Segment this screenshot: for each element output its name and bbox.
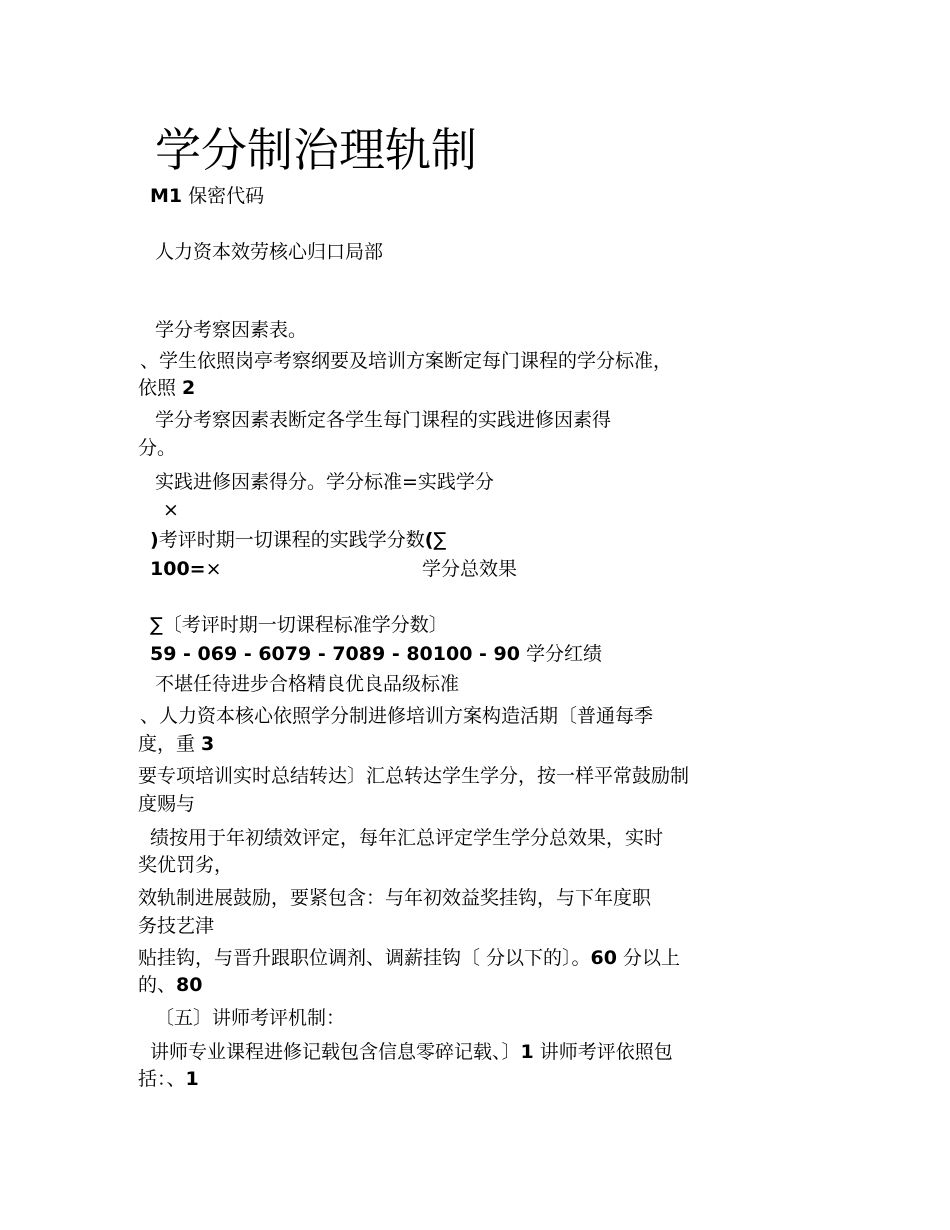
security-code-line xyxy=(150,184,264,208)
paragraph-line xyxy=(138,973,202,997)
line-bold: 59 - 069 - 6079 - 7089 - 80100 - 90 xyxy=(150,643,520,665)
paragraph-line: 学分考察因素表。 xyxy=(155,319,308,341)
line-text: 贴挂钩，与晋升跟职位调剂、调薪挂钩〔 分以下的〕。 xyxy=(138,947,591,969)
line-text: 考评时期一切课程的实践学分数 xyxy=(158,529,425,551)
paragraph-line xyxy=(150,1040,673,1064)
department-line: 人力资本效劳核心归口局部 xyxy=(155,241,384,263)
paragraph-line xyxy=(150,528,446,552)
paragraph-line xyxy=(138,946,680,970)
paragraph-line: 、学生依照岗亭考察纲要及培训方案断定每门课程的学分标准， xyxy=(140,350,673,372)
line-text: 的、 xyxy=(138,974,177,996)
line-bold: 80 xyxy=(176,974,203,996)
paragraph-line xyxy=(138,1067,199,1091)
paragraph-line xyxy=(150,557,222,581)
line-text: 依照 xyxy=(138,377,183,399)
paragraph-line xyxy=(138,376,195,400)
paragraph-line: 奖优罚劣， xyxy=(138,854,234,876)
line-text: 括：、 xyxy=(138,1068,186,1090)
line-bold: ( xyxy=(424,529,434,551)
paragraph-line: 效轨制进展鼓励，要紧包含：与年初效益奖挂钩，与下年度职 xyxy=(138,887,652,909)
line-bold: 60 xyxy=(590,947,617,969)
line-bold: 3 xyxy=(201,733,215,755)
line-text: 讲师专业课程进修记载包含信息零碎记载、〕 xyxy=(150,1041,521,1063)
line-bold: 2 xyxy=(182,377,196,399)
grade-ranges-line xyxy=(150,642,602,666)
section-heading: 〔五〕讲师考评机制： xyxy=(155,1007,346,1029)
line-bold: 100= xyxy=(150,558,206,580)
line-text: 度，重 xyxy=(138,733,202,755)
paragraph-line: 、人力资本核心依照学分制进修培训方案构造活期〔普通每季 xyxy=(140,705,654,727)
line-text: 讲师考评依照包 xyxy=(533,1041,673,1063)
line-text: × xyxy=(205,558,222,580)
line-bold: ) xyxy=(150,529,159,551)
paragraph-line: 学分总效果 xyxy=(422,558,518,580)
paragraph-line: 要专项培训实时总结转达〕汇总转达学生学分，按一样平常鼓励制 xyxy=(138,765,690,787)
line-bold: 1 xyxy=(185,1068,199,1090)
paragraph-line: 不堪任待进步合格精良优良品级标准 xyxy=(155,673,460,695)
line-text: 分以上 xyxy=(617,947,681,969)
paragraph-line: 度赐与 xyxy=(138,793,196,815)
line-bold: 1 xyxy=(520,1041,534,1063)
code-bold: M1 xyxy=(150,185,183,207)
paragraph-line: ∑〔考评时期一切课程标准学分数〕 xyxy=(150,614,448,636)
paragraph-line: 学分考察因素表断定各学生每门课程的实践进修因素得 xyxy=(155,409,612,431)
paragraph-line: × xyxy=(163,499,179,521)
line-text: ∑ xyxy=(433,529,447,551)
paragraph-line: 分。 xyxy=(138,437,177,459)
paragraph-line xyxy=(138,732,214,756)
code-text: 保密代码 xyxy=(182,185,265,207)
doc-title: 学分制治理轨制 xyxy=(155,123,477,177)
line-text: 学分红绩 xyxy=(519,643,603,665)
paragraph-line: 绩按用于年初绩效评定，每年汇总评定学生学分总效果，实时 xyxy=(150,827,664,849)
paragraph-line: 实践进修因素得分。学分标准=实践学分 xyxy=(155,471,494,493)
paragraph-line: 务技艺津 xyxy=(138,915,215,937)
